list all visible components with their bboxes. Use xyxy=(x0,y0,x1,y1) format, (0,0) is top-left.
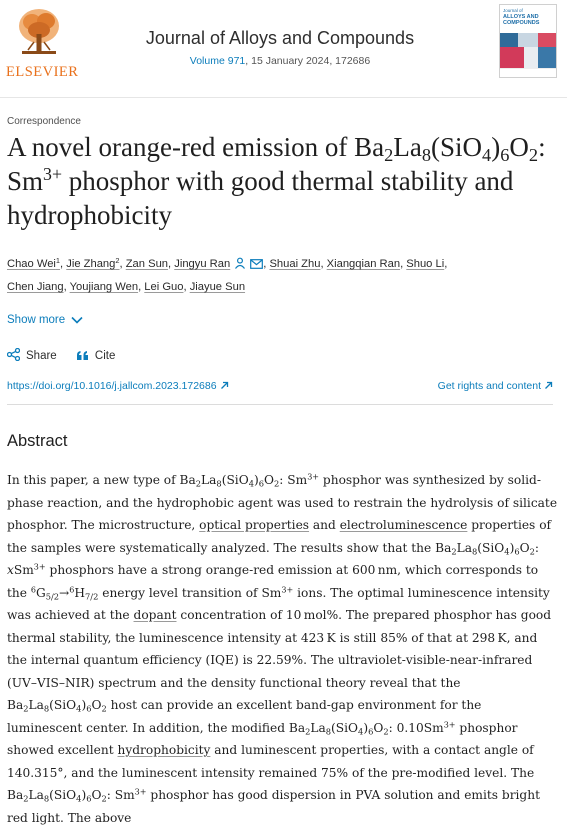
abstract-fragment: 4 xyxy=(504,545,510,556)
cover-title-line: COMPOUNDS xyxy=(503,20,540,26)
cover-title-line: ALLOYS AND xyxy=(503,14,539,20)
abstract-fragment: and xyxy=(309,518,340,532)
author-link[interactable]: Xiangqian Ran xyxy=(326,258,401,270)
abstract-fragment: ) xyxy=(81,788,87,802)
external-link-icon xyxy=(220,381,229,390)
abstract-fragment: : xyxy=(279,473,288,487)
cover-title-line: Journal of xyxy=(503,8,523,13)
abstract-fragment: 5/2 xyxy=(45,590,60,601)
section-divider xyxy=(7,404,553,405)
abstract-fragment: Ba xyxy=(7,788,24,802)
dopant-link[interactable]: dopant xyxy=(133,608,177,622)
abstract-fragment: properties of the samples were systematically analyzed. The results show that the xyxy=(7,518,552,555)
external-link-icon xyxy=(544,381,553,390)
abstract-fragment: 8 xyxy=(43,793,50,804)
abstract-fragment: Ba xyxy=(435,540,452,555)
abstract-fragment: phosphor showed excellent xyxy=(7,720,518,757)
abstract-fragment: 6 xyxy=(86,793,92,804)
doi-link[interactable]: https://doi.org/10.1016/j.jallcom.2023.172686 xyxy=(7,380,229,392)
abstract-fragment: O xyxy=(264,473,275,487)
abstract-fragment: La xyxy=(456,540,472,555)
abstract-fragment: O xyxy=(373,720,384,735)
abstract-fragment: G xyxy=(35,585,46,600)
share-cite-toolbar xyxy=(7,348,131,362)
abstract-fragment: phosphors have a strong orange-red emission at 600 nm, which corresponds to the xyxy=(7,563,539,600)
journal-header xyxy=(0,0,567,98)
author-link[interactable]: Lei Guo xyxy=(144,281,184,293)
abstract-fragment: phosphor was synthesized by solid-phase reaction, and the hydrophobic agent was used to restrain the hydrolysis of silicate phosphor. The microstructure, xyxy=(7,473,558,532)
abstract-fragment: O xyxy=(91,698,102,712)
abstract-fragment: 2 xyxy=(101,703,107,714)
abstract-fragment: 2 xyxy=(529,545,535,556)
abstract-fragment: 2 xyxy=(383,725,389,736)
abstract-fragment: Ba xyxy=(288,720,306,735)
hydrophobicity-link[interactable]: hydrophobicity xyxy=(117,743,211,757)
article-type-label: Correspondence xyxy=(7,116,81,127)
abstract-fragment: 3+ xyxy=(443,720,456,730)
author-link[interactable]: Zan Sun xyxy=(125,258,169,270)
author-link[interactable]: Chao Wei$^1$ xyxy=(7,255,61,270)
abstract-fragment: 4 xyxy=(248,478,254,489)
abstract-fragment: 2 xyxy=(195,478,202,489)
quote-icon xyxy=(76,350,89,361)
person-icon[interactable] xyxy=(234,257,246,269)
abstract-fragment: ) xyxy=(509,540,515,555)
abstract-fragment: La xyxy=(28,698,44,712)
abstract-fragment: 2 xyxy=(274,478,280,489)
elsevier-tree-icon xyxy=(16,6,62,58)
abstract-fragment: : xyxy=(534,540,539,555)
author-link[interactable]: Jingyu Ran xyxy=(174,258,231,270)
elsevier-wordmark: ELSEVIER xyxy=(6,64,79,80)
email-icon[interactable] xyxy=(250,259,263,269)
abstract-fragment: 2 xyxy=(305,725,311,736)
abstract-heading: Abstract xyxy=(7,432,68,450)
abstract-fragment: (SiO xyxy=(49,698,77,712)
abstract-fragment: → xyxy=(59,585,70,600)
abstract-fragment: 3+ xyxy=(134,787,147,797)
abstract-fragment: (SiO xyxy=(331,720,359,735)
abstract-fragment: 2 xyxy=(451,545,457,556)
author-link[interactable]: Shuo Li xyxy=(406,258,445,270)
abstract-fragment: : xyxy=(106,788,115,802)
abstract-fragment: 4 xyxy=(358,725,364,736)
abstract-fragment: 6 xyxy=(368,725,374,736)
abstract-fragment: 8 xyxy=(216,478,222,489)
abstract-fragment: 4 xyxy=(76,703,82,714)
electroluminescence-link[interactable]: electroluminescence xyxy=(339,518,468,532)
abstract-fragment: 3+ xyxy=(33,562,46,572)
abstract-fragment: phosphor has good dispersion in PVA solution and emits bright red light. The above xyxy=(7,788,540,825)
optical-properties-link[interactable]: optical properties xyxy=(199,518,310,532)
volume-date-article: , 15 January 2024, 172686 xyxy=(245,55,371,67)
show-more-button[interactable]: Show more xyxy=(7,314,83,326)
author-link[interactable]: Jie Zhang$^2$ xyxy=(66,255,120,270)
abstract-fragment: Sm xyxy=(114,788,135,802)
article-title: A novel orange-red emission of $Ba_2La_8(SiO_4)_6O_2$: $Sm^{3+}$ phosphor with good thermal stability and hydrophobicity xyxy=(7,132,546,230)
elsevier-logo[interactable] xyxy=(6,6,79,82)
cite-button[interactable]: Cite xyxy=(76,350,115,362)
abstract-fragment: 2 xyxy=(101,793,107,804)
abstract-fragment: host can provide an excellent band-gap environment for the luminescent center. In addition, the modified xyxy=(7,698,482,735)
abstract-fragment: ) xyxy=(253,473,259,487)
cover-title-block xyxy=(500,5,556,33)
abstract-fragment: 8 xyxy=(325,725,332,736)
abstract-fragment: La xyxy=(310,720,326,735)
author-link[interactable]: Youjiang Wen xyxy=(69,281,139,293)
abstract-fragment: O xyxy=(519,540,530,555)
abstract-fragment: Sm xyxy=(287,473,308,487)
journal-volume-info xyxy=(90,55,470,67)
abstract-fragment: 2 xyxy=(23,793,29,804)
abstract-fragment: H xyxy=(74,585,86,600)
cover-artwork xyxy=(500,33,556,69)
chevron-down-icon xyxy=(71,316,83,324)
abstract-fragment: energy level transition of Sm xyxy=(98,585,282,600)
abstract-fragment: 8 xyxy=(472,545,478,556)
share-button[interactable]: Share xyxy=(7,350,57,362)
abstract-fragment: 2 xyxy=(23,703,29,714)
journal-title-link[interactable]: Journal of Alloys and Compounds xyxy=(145,28,415,48)
abstract-fragment: Ba xyxy=(179,473,196,487)
abstract-fragment: ) xyxy=(81,698,87,712)
volume-link[interactable]: Volume 971 xyxy=(189,55,246,67)
rights-and-content-link[interactable]: Get rights and content xyxy=(438,380,553,392)
abstract-fragment: (SiO xyxy=(477,540,505,555)
abstract-fragment: 6 xyxy=(30,585,36,595)
abstract-fragment: La xyxy=(28,788,44,802)
abstract-fragment: concentration of 10 mol%. The prepared phosphor has good thermal stability, the luminescence intensity at 423 K is still 85% of that at 298 K, and the internal quantum efficiency (IQE) is 22.59%. The ultraviolet-visible-near-infrared (UV–VIS–NIR) spectrum and the density functional theory reveal that the xyxy=(7,608,552,690)
abstract-fragment: 6 xyxy=(514,545,520,556)
abstract-fragment: 6 xyxy=(258,478,265,489)
abstract-fragment: Ba xyxy=(7,698,24,712)
abstract-fragment: ions. The optimal luminescence intensity was achieved at the xyxy=(7,585,550,622)
author-link[interactable]: Jiayue Sun xyxy=(189,281,246,293)
abstract-fragment: (SiO xyxy=(221,473,249,487)
abstract-fragment: : 0.10Sm xyxy=(388,720,444,735)
journal-cover-thumbnail[interactable] xyxy=(499,4,557,78)
author-link[interactable]: Chen Jiang xyxy=(7,281,64,293)
abstract-fragment: and luminescent properties, with a contact angle of 140.315°, and the luminescent intensity remained 75% of the pre-modified level. The xyxy=(7,743,535,780)
cover-footer xyxy=(500,68,556,77)
abstract-fragment: In this paper, a new type of xyxy=(7,473,180,487)
abstract-fragment: 6 xyxy=(86,703,92,714)
abstract-fragment: 3+ xyxy=(307,472,320,482)
author-list: Chao Wei$^1$, Jie Zhang$^2$, Zan Sun, Jingyu Ran , Shuai Zhu, Xiangqian Ran, Shuo Li, Chen Jiang, Youjiang Wen, Lei Guo, Jiayue Sun xyxy=(7,255,448,293)
abstract-fragment: 4 xyxy=(76,793,82,804)
share-icon xyxy=(7,348,20,361)
abstract-fragment: x xyxy=(7,563,14,577)
abstract-fragment: 8 xyxy=(43,703,50,714)
abstract-fragment: 6 xyxy=(69,585,75,595)
abstract-text xyxy=(7,469,559,829)
abstract-fragment: 3+ xyxy=(281,585,294,595)
abstract-fragment: (SiO xyxy=(49,788,77,802)
abstract-fragment: O xyxy=(91,788,102,802)
abstract-fragment: ) xyxy=(363,720,369,735)
abstract-fragment: Sm xyxy=(13,563,34,577)
abstract-fragment: 7/2 xyxy=(85,590,99,601)
author-link[interactable]: Shuai Zhu xyxy=(269,258,321,270)
abstract-fragment: La xyxy=(201,473,217,487)
